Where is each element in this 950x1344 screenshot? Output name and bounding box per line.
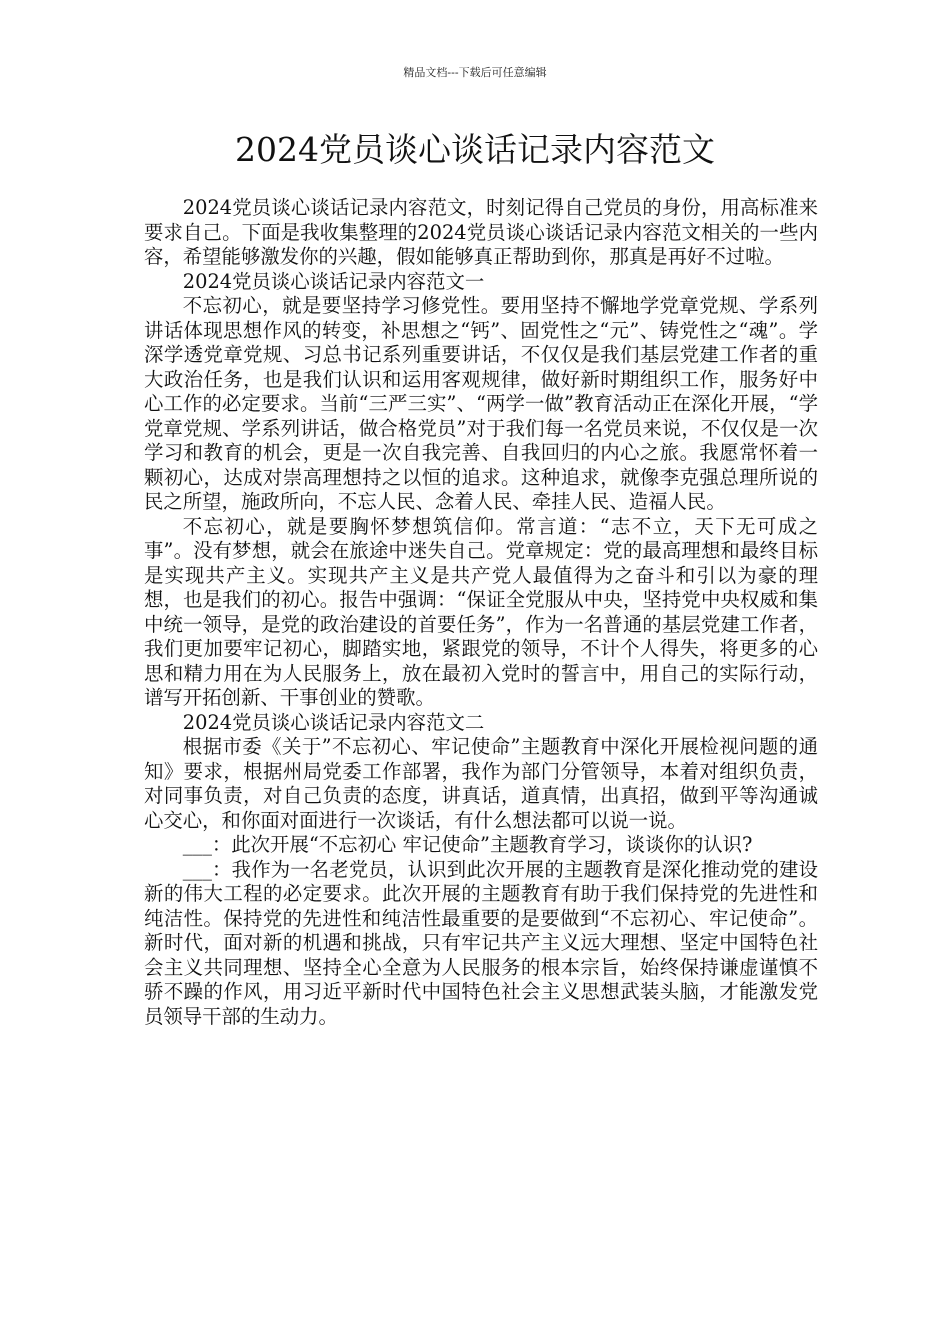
section-heading-1: 2024党员谈心谈话记录内容范文一 xyxy=(182,269,485,293)
intro-paragraph: 2024党员谈心谈话记录内容范文，时刻记得自己党员的身份，用高标准来要求自己。下面是我收集整理的2024党员谈心谈话记录内容范文相关的一些内容，希望能够激发你的兴趣，假如能够真正帮助到你，那真是再好不过啦。 xyxy=(144,196,818,268)
section-heading-2: 2024党员谈心谈话记录内容范文二 xyxy=(182,710,485,734)
dialogue-answer: ___：我作为一名老党员，认识到此次开展的主题教育是深化推动党的建设新的伟大工程的必定要求。此次开展的主题教育有助于我们保持党的先进性和纯洁性。保持党的先进性和纯洁性最重要的是要做到“不忘初心、牢记使命”。新时代，面对新的机遇和挑战，只有牢记共产主义远大理想、坚定中国特色社会主义共同理想、坚持全心全意为人民服务的根本宗旨，始终保持谦虚谨慎不骄不躁的作风，用习近平新时代中国特色社会主义思想武装头脑，才能激发党员领导干部的生动力。 xyxy=(144,857,818,1028)
body-paragraph: 不忘初心，就是要胸怀梦想筑信仰。常言道：“志不立，天下无可成之事”。没有梦想，就会在旅途中迷失自己。党章规定：党的最高理想和最终目标是实现共产主义。实现共产主义是共产党人最值得为之奋斗和引以为豪的理想，也是我们的初心。报告中强调：“保证全党服从中央，坚持党中央权威和集中统一领导，是党的政治建设的首要任务”，作为一名普通的基层党建工作者，我们更加要牢记初心，脚踏实地，紧跟党的领导，不计个人得失，将更多的心思和精力用在为人民服务上，放在最初入党时的誓言中，用自己的实际行动，谱写开拓创新、干事创业的赞歌。 xyxy=(144,514,818,709)
body-paragraph: 不忘初心，就是要坚持学习修党性。要用坚持不懈地学党章党规、学系列讲话体现思想作风的转变，补思想之“钙”、固党性之“元”、铸党性之“魂”。学深学透党章党规、习总书记系列重要讲话，不仅仅是我们基层党建工作者的重大政治任务，也是我们认识和运用客观规律，做好新时期组织工作，服务好中心工作的必定要求。当前“三严三实”、“两学一做”教育活动正在深化开展，“学党章党规、学系列讲话，做合格党员”对于我们每一名党员来说，不仅仅是一次学习和教育的机会，更是一次自我完善、自我回归的内心之旅。我愿常怀着一颗初心，达成对崇高理想持之以恒的追求。这种追求，就像李克强总理所说的民之所望，施政所向，不忘人民、念着人民、牵挂人民、造福人民。 xyxy=(144,294,818,513)
document-body xyxy=(144,196,818,1029)
header-note: 精品文档---下载后可任意编辑 xyxy=(403,66,547,79)
body-paragraph: 根据市委《关于”不忘初心、牢记使命”主题教育中深化开展检视问题的通知》要求，根据州局党委工作部署，我作为部门分管领导，本着对组织负责，对同事负责，对自己负责的态度，讲真话，道真情，出真招，做到平等沟通诚心交心，和你面对面进行一次谈话，有什么想法都可以说一说。 xyxy=(144,735,818,832)
dialogue-question: ___：此次开展“不忘初心 牢记使命”主题教育学习，谈谈你的认识? xyxy=(182,833,753,856)
document-title: 2024党员谈心谈话记录内容范文 xyxy=(235,130,715,169)
